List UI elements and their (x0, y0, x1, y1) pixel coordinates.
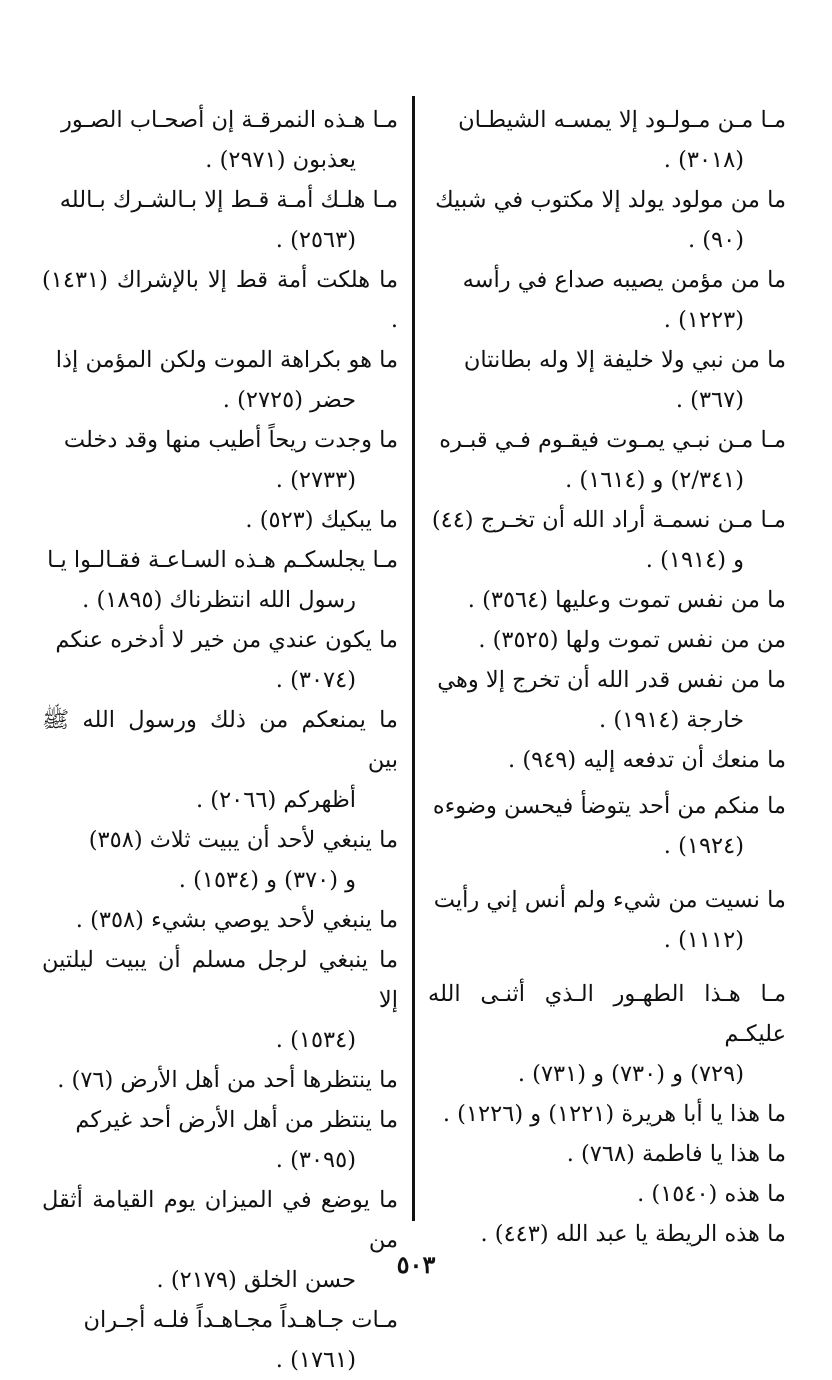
index-entry (428, 1134, 786, 1174)
index-entry (42, 900, 398, 940)
entry-reference: (٣٠١٨) . (663, 147, 744, 173)
right-column (428, 100, 786, 1254)
entry-text: ما ينبغي لأحد يوصي بشيء (٣٥٨) . (75, 907, 398, 933)
left-column (42, 100, 398, 1380)
index-entry (42, 1180, 398, 1300)
entry-text: ما من مؤمن يصيبه صداع في رأسه (462, 267, 786, 293)
entry-text: ما هلكت أمة قط إلا بالإشراك (١٤٣١) . (42, 267, 398, 333)
entry-text: ما يبكيك (٥٢٣) . (245, 507, 398, 533)
index-entry (428, 660, 786, 740)
index-entry (42, 500, 398, 540)
index-entry (428, 880, 786, 960)
entry-reference: (٣٦٧) . (675, 387, 744, 413)
index-entry (42, 100, 398, 180)
entry-text: مـا مـن مـولـود إلا يمسـه الشيطـان (458, 107, 786, 133)
entry-text: ما يوضع في الميزان يوم القيامة أثقل من (42, 1187, 398, 1253)
entry-reference: (١١١٢) . (663, 927, 744, 953)
entry-reference: (٣٠٧٤) . (275, 667, 356, 693)
index-entry (42, 1100, 398, 1180)
index-entry (42, 260, 398, 340)
entry-text: مـا مـن نبـي يمـوت فيقـوم فـي قبـره (439, 427, 786, 453)
entry-text: ما ينتظرها أحد من أهل الأرض (٧٦) . (57, 1067, 398, 1093)
entry-text: ما وجدت ريحاً أطيب منها وقد دخلت (63, 427, 398, 453)
entry-text: ما من نفس قدر الله أن تخرج إلا وهي (437, 667, 786, 693)
entry-reference: خارجة (١٩١٤) . (599, 707, 744, 733)
index-entry (42, 940, 398, 1060)
entry-text: ما هذه (١٥٤٠) . (637, 1181, 786, 1207)
index-entry (428, 1174, 786, 1214)
entry-text: ما هو بكراهة الموت ولكن المؤمن إذا (55, 347, 398, 373)
entry-text: مـا هلـك أمـة قـط إلا بـالشـرك بـالله (59, 187, 398, 213)
index-entry (428, 620, 786, 660)
entry-text: ما ينبغي لأحد أن يبيت ثلاث (٣٥٨) (88, 827, 398, 853)
entry-text: ما هذه الريطة يا عبد الله (٤٤٣) . (480, 1221, 786, 1247)
entry-reference: (٩٠) . (687, 227, 744, 253)
index-entry (428, 500, 786, 580)
entry-reference: و (٣٧٠) و (١٥٣٤) . (178, 867, 356, 893)
index-entry (42, 1300, 398, 1380)
entry-reference: أظهركم (٢٠٦٦) . (196, 787, 356, 813)
entry-text: ما يمنعكم من ذلك ورسول الله ﷺ بين (42, 707, 398, 773)
index-entry (42, 420, 398, 500)
entry-text: مـا يجلسكـم هـذه السـاعـة فقـالـوا يـا (47, 547, 398, 573)
index-entry (428, 1214, 786, 1254)
entry-reference: حسن الخلق (٢١٧٩) . (156, 1267, 356, 1293)
column-divider (412, 96, 415, 1221)
entry-text: ما من نبي ولا خليفة إلا وله بطانتان (463, 347, 786, 373)
entry-reference: (٣٠٩٥) . (275, 1147, 356, 1173)
index-entry (428, 420, 786, 500)
entry-reference: (٢/٣٤١) و (١٦١٤) . (565, 467, 744, 493)
entry-text: ما هذا يا فاطمة (٧٦٨) . (566, 1141, 786, 1167)
index-entry (428, 974, 786, 1094)
index-entry (428, 786, 786, 866)
index-entry (42, 700, 398, 820)
entry-reference: (١٩٢٤) . (663, 833, 744, 859)
index-entry (42, 540, 398, 620)
entry-reference: (٢٥٦٣) . (275, 227, 356, 253)
entry-reference: (٧٢٩) و (٧٣٠) و (٧٣١) . (517, 1061, 744, 1087)
entry-text: ما من نفس تموت وعليها (٣٥٦٤) . (467, 587, 786, 613)
entry-text: مـا هـذا الطهـور الـذي أثنـى الله عليكـم (428, 981, 786, 1047)
entry-text: ما منعك أن تدفعه إليه (٩٤٩) . (508, 747, 786, 773)
entry-reference: حضر (٢٧٢٥) . (222, 387, 356, 413)
entry-text: مـات جـاهـداً مجـاهـداً فلـه أجـران (83, 1307, 398, 1333)
index-entry (42, 340, 398, 420)
entry-reference: (١٧٦١) . (275, 1347, 356, 1373)
entry-text: ما هذا يا أبا هريرة (١٢٢١) و (١٢٢٦) . (442, 1101, 786, 1127)
entry-text: مـا هـذه النمرقـة إن أصحـاب الصـور (60, 107, 398, 133)
entry-text: ما من مولود يولد إلا مكتوب في شبيك (435, 187, 786, 213)
entry-reference: (١٥٣٤) . (275, 1027, 356, 1053)
index-entry (42, 180, 398, 260)
entry-reference: يعذبون (٢٩٧١) . (205, 147, 356, 173)
index-entry (428, 580, 786, 620)
entry-text: ما ينتظر من أهل الأرض أحد غيركم (75, 1107, 398, 1133)
index-entry (428, 340, 786, 420)
entry-reference: و (١٩١٤) . (645, 547, 744, 573)
index-entry (428, 180, 786, 260)
index-entry (428, 740, 786, 780)
entry-text: ما منكم من أحد يتوضأ فيحسن وضوءه (432, 793, 786, 819)
entry-text: مـا مـن نسمـة أراد الله أن تخـرج (٤٤) (431, 507, 786, 533)
index-entry (42, 620, 398, 700)
entry-reference: (١٢٢٣) . (663, 307, 744, 333)
index-entry (42, 1060, 398, 1100)
entry-text: ما ينبغي لرجل مسلم أن يبيت ليلتين إلا (42, 947, 398, 1013)
index-entry (428, 100, 786, 180)
entry-text: ما يكون عندي من خير لا أدخره عنكم (55, 627, 398, 653)
entry-reference: رسول الله انتظرناك (١٨٩٥) . (82, 587, 356, 613)
index-entry (428, 260, 786, 340)
entry-reference: (٢٧٣٣) . (275, 467, 356, 493)
entry-text: من من نفس تموت ولها (٣٥٢٥) . (478, 627, 786, 653)
entry-text: ما نسيت من شيء ولم أنس إني رأيت (433, 887, 786, 913)
index-entry (428, 1094, 786, 1134)
page-number: ٥٠٣ (396, 1250, 436, 1279)
index-entry (42, 820, 398, 900)
